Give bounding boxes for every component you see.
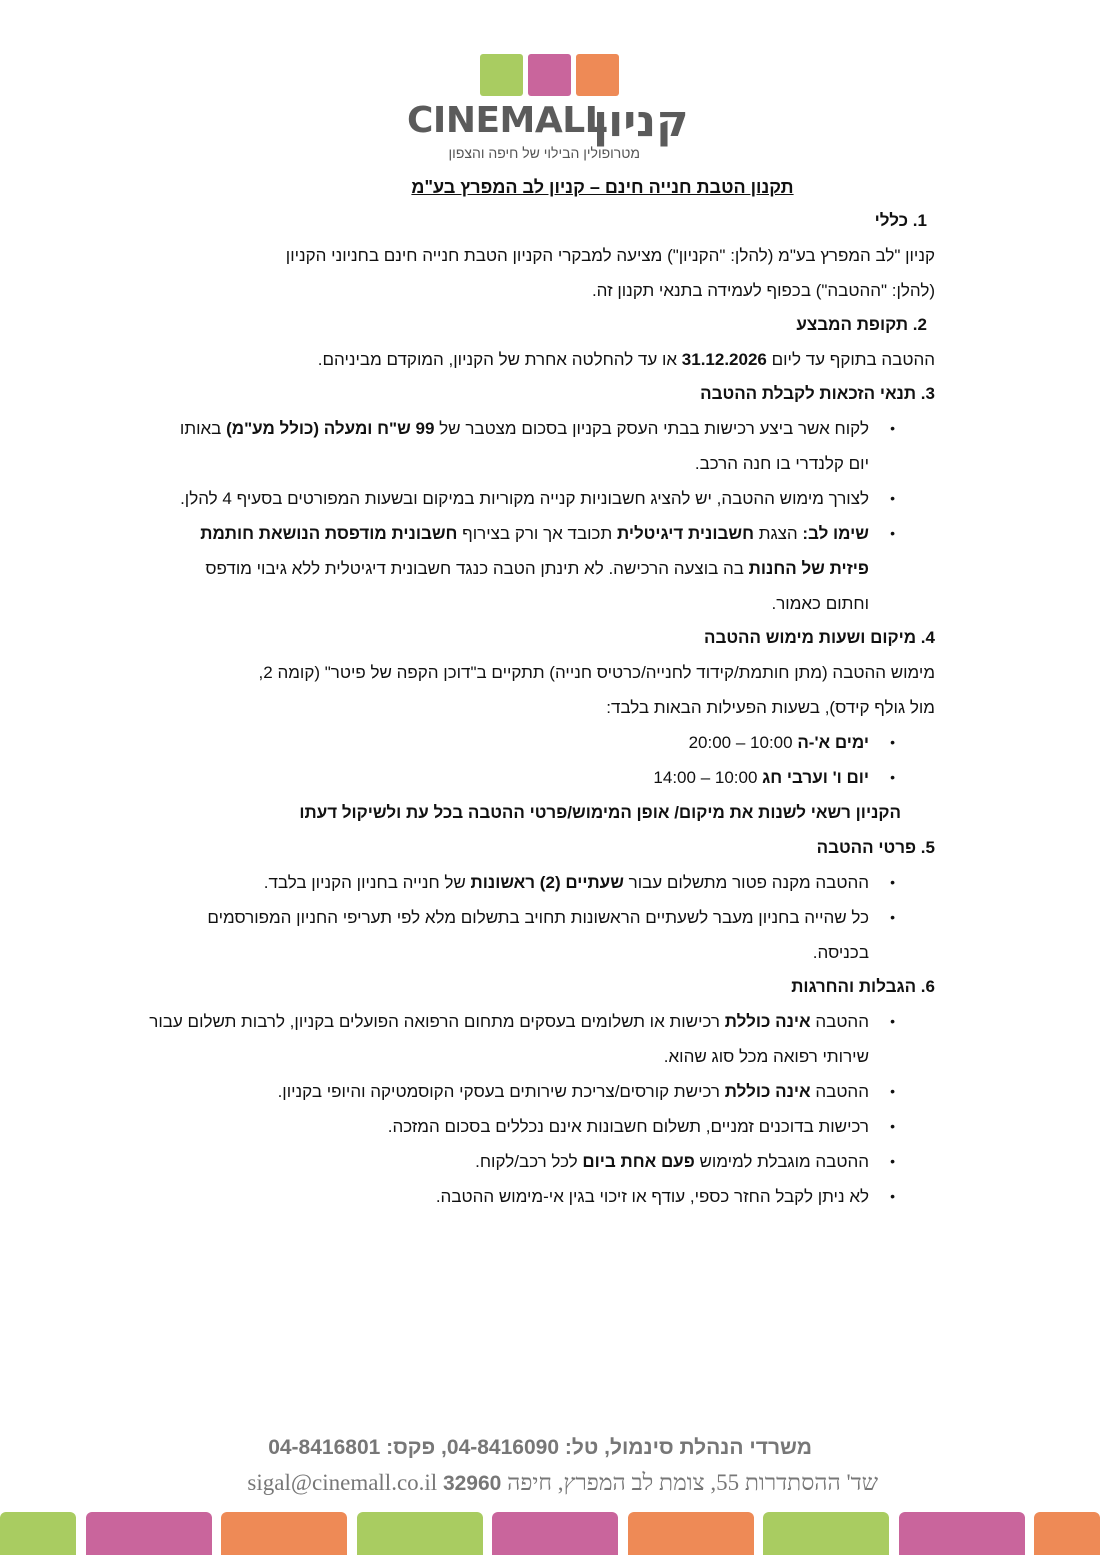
hours-1-time: 10:00 – 20:00 <box>688 733 798 752</box>
document-body <box>149 172 935 1214</box>
section-4-hours-list <box>160 725 935 795</box>
s6-b1-bold: אינה כוללת <box>724 1012 811 1031</box>
section-4-note: הקניון רשאי לשנות את מיקום/ אופן המימוש/פרטי ההטבה בכל עת ולשיקול דעתו <box>299 803 901 822</box>
section-5-list <box>160 865 935 970</box>
s6-b4-post: לכל רכב/לקוח. <box>475 1152 583 1171</box>
section-4-heading: 4. מיקום ושעות מימוש ההטבה <box>703 628 935 647</box>
cinemall-logo <box>405 54 705 164</box>
section-3-heading: 3. תנאי הזכאות לקבלת ההטבה <box>700 384 935 403</box>
s6-b1-pre: ההטבה <box>810 1012 869 1031</box>
s6-b2-pre: ההטבה <box>810 1082 869 1101</box>
section-6-heading: 6. הגבלות והחרגות <box>791 977 935 996</box>
s6-b2-post: רכישת קורסים/צריכת שירותים בעסקי הקוסמטיקה והיופי בקניון. <box>277 1082 725 1101</box>
footer-stripe <box>221 1512 347 1555</box>
s3-b3-f: בה בוצעה הרכישה. לא תינתן הטבה כנגד חשבונית דיגיטלית ללא גיבוי מודפס וחתום כאמור. <box>205 559 869 613</box>
title-wrapper <box>215 172 990 202</box>
s5-b2: כל שהייה בחניון מעבר לשעתיים הראשונות תחויב בתשלום מלא לפי תעריפי החניון המפורסמים בכניסה. <box>207 908 869 962</box>
list-item <box>160 725 935 760</box>
section-1-line-1: קניון "לב המפרץ בע"מ (להלן: "הקניון") מציעה למבקרי הקניון הטבת חנייה חינם בחניוני הקניון <box>285 246 935 265</box>
list-item <box>148 1074 935 1109</box>
logo-hebrew-text: קניון <box>593 96 689 147</box>
logo-latin-text: CINEMALL <box>407 100 608 141</box>
hours-2-label: יום ו' וערבי חג <box>762 768 869 787</box>
list-item <box>160 865 935 900</box>
s3-b1-pre: לקוח אשר ביצע רכישות בבתי העסק בקניון בסכום מצטבר של <box>434 419 869 438</box>
section-2-heading: 2. תקופת המבצע <box>796 315 927 334</box>
s6-b5: לא ניתן לקבל החזר כספי, עודף או זיכוי בגין אי-מימוש ההטבה. <box>435 1187 869 1206</box>
list-item <box>160 411 935 481</box>
section-6-list <box>148 1004 935 1214</box>
s6-b1-post: רכישות או תשלומים בעסקים מתחום הרפואה הפועלים בקניון, לרבות תשלום עבור שירותי רפואה מכל סוג שהוא. <box>149 1012 869 1066</box>
footer-stripe <box>763 1512 889 1555</box>
s6-b3: רכישות בדוכנים זמניים, תשלום חשבונות אינם נכללים בסכום המזכה. <box>387 1117 869 1136</box>
s6-b4-bold: פעם אחת ביום <box>582 1152 695 1171</box>
footer-stripe <box>492 1512 618 1555</box>
logo-subtitle: מטרופולין הבילוי של חיפה והצפון <box>448 145 640 161</box>
footer-stripe <box>0 1512 76 1555</box>
section-5-heading: 5. פרטי ההטבה <box>816 838 935 857</box>
s3-b3-d: תכובד אך ורק בצירוף <box>457 524 617 543</box>
s3-b3-a: שימו לב: <box>802 524 869 543</box>
s5-b1-bold: שעתיים (2) ראשונות <box>470 873 624 892</box>
section-2-post: או עד להחלטה אחרת של הקניון, המוקדם מביניהם. <box>317 350 682 369</box>
section-4-line-1: מימוש ההטבה (מתן חותמת/קידוד לחנייה/כרטיס חנייה) תתקיים ב"דוכן הקפה של פיטר" (קומה 2, <box>258 663 935 682</box>
logo-orange-square <box>576 54 619 96</box>
logo-wordmark <box>405 98 705 150</box>
list-item <box>160 481 935 516</box>
s3-b2: לצורך מימוש ההטבה, יש להציג חשבוניות קנייה מקוריות במיקום ובשעות המפורטים בסעיף 4 להלן. <box>180 489 869 508</box>
footer-stripe <box>1034 1512 1100 1555</box>
list-item <box>160 760 935 795</box>
s3-b3-e: חשבונית מודפסת הנושאת חותמת פיזית של החנות <box>200 524 869 578</box>
section-3-list <box>160 411 935 621</box>
section-2-date: 31.12.2026 <box>681 350 767 369</box>
footer-address-line <box>247 1470 878 1496</box>
logo-pink-square <box>528 54 571 96</box>
footer-zip: 32960 <box>442 1472 502 1495</box>
section-1-line-2: (להלן: "ההטבה") בכפוף לעמידה בתנאי תקנון זה. <box>591 281 935 300</box>
section-1-heading: 1. כללי <box>874 211 927 230</box>
footer-email[interactable]: sigal@cinemall.co.il <box>247 1470 438 1495</box>
footer-stripe <box>628 1512 754 1555</box>
s6-b4-pre: ההטבה מוגבלת למימוש <box>694 1152 869 1171</box>
list-item <box>160 900 935 970</box>
hours-1-label: ימים א'-ה <box>797 733 869 752</box>
section-2-text <box>160 342 935 377</box>
hours-2-time: 10:00 – 14:00 <box>653 768 763 787</box>
logo-green-square <box>480 54 523 96</box>
list-item <box>148 1004 935 1074</box>
section-2-pre: ההטבה בתוקף עד ליום <box>766 350 935 369</box>
s5-b1-post: של חנייה בחניון הקניון בלבד. <box>263 873 471 892</box>
footer-contact-line: משרדי הנהלת סינמול, טל: 04-8416090, פקס: 04-8416801 <box>268 1436 812 1459</box>
s3-b3-c: חשבונית דיגיטלית <box>616 524 754 543</box>
s3-b1-post: באותו יום קלנדרי בו חנה הרכב. <box>179 419 869 473</box>
s5-b1-pre: ההטבה מקנה פטור מתשלום עבור <box>623 873 869 892</box>
s3-b1-bold: 99 ש"ח ומעלה (כולל מע"מ) <box>226 419 435 438</box>
list-item <box>148 1144 935 1179</box>
list-item <box>148 1179 935 1214</box>
list-item <box>148 1109 935 1144</box>
footer-stripe <box>86 1512 212 1555</box>
footer-color-stripes <box>0 1512 1100 1555</box>
list-item <box>160 516 935 621</box>
document-title: תקנון הטבת חנייה חינם – קניון לב המפרץ בע"מ <box>411 177 794 197</box>
footer-stripe <box>899 1512 1025 1555</box>
footer-address: שד' ההסתדרות 55, צומת לב המפרץ, חיפה <box>501 1470 878 1495</box>
s3-b3-b: הצגת <box>753 524 803 543</box>
footer-stripe <box>357 1512 483 1555</box>
s6-b2-bold: אינה כוללת <box>724 1082 811 1101</box>
section-4-line-2: מול גולף קידס), בשעות הפעילות הבאות בלבד: <box>606 698 935 717</box>
